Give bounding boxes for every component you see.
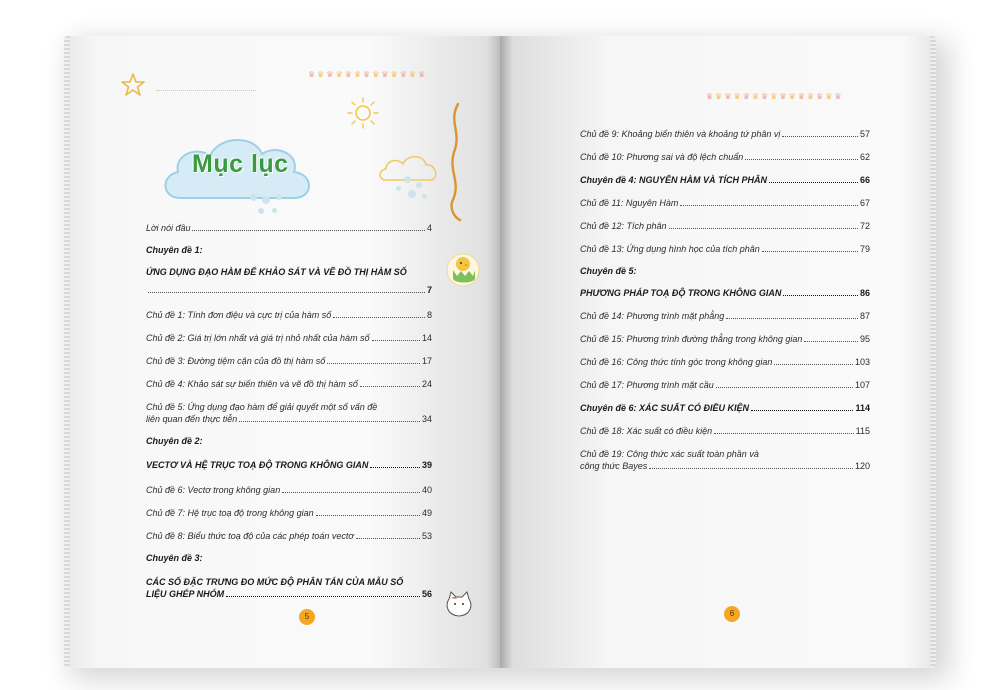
toc-section-entry[interactable]: ỨNG DỤNG ĐẠO HÀM ĐỂ KHẢO SÁT VÀ VẼ ĐỒ THỊ HÀM SỐ 7 <box>146 267 432 295</box>
toc-entry[interactable]: Chủ đề 17: Phương trình mặt cầu 107 <box>580 380 870 390</box>
toc-section-entry[interactable]: CÁC SỐ ĐẶC TRƯNG ĐO MỨC ĐỘ PHÂN TÁN CỦA MẪU SỐ LIỆU GHÉP NHÓM 56 <box>146 577 432 599</box>
toc-entry[interactable]: Chủ đề 7: Hệ trục toạ độ trong không gian 49 <box>146 508 432 518</box>
toc-entry[interactable]: Chủ đề 18: Xác suất có điều kiện 115 <box>580 426 870 436</box>
toc-section-entry[interactable]: VECTƠ VÀ HỆ TRỤC TOẠ ĐỘ TRONG KHÔNG GIAN 39 <box>146 460 432 470</box>
toc-entry[interactable]: Chủ đề 9: Khoảng biến thiên và khoảng tứ phân vị 57 <box>580 129 870 139</box>
left-page <box>64 36 500 668</box>
toc-entry[interactable]: Chủ đề 10: Phương sai và độ lệch chuẩn 62 <box>580 152 870 162</box>
toc-entry[interactable]: Chủ đề 1: Tính đơn điệu và cực trị của hàm số 8 <box>146 310 432 320</box>
toc-entry[interactable]: Chủ đề 12: Tích phân 72 <box>580 221 870 231</box>
squiggle-icon <box>444 102 466 222</box>
toc-entry[interactable]: Chủ đề 3: Đường tiệm cận của đồ thị hàm số 17 <box>146 356 432 366</box>
section-heading: Chuyên đề 5: <box>580 266 637 276</box>
toc-entry[interactable]: Chủ đề 4: Khảo sát sự biến thiên và vẽ đồ thị hàm số 24 <box>146 379 432 389</box>
toc-right <box>580 128 870 472</box>
toc-section-entry[interactable]: PHƯƠNG PHÁP TOẠ ĐỘ TRONG KHÔNG GIAN 86 <box>580 288 870 298</box>
toc-entry[interactable]: Chủ đề 8: Biểu thức toạ độ của các phép toán vectơ 53 <box>146 531 432 541</box>
toc-entry[interactable]: Chủ đề 13: Ứng dụng hình học của tích phân 79 <box>580 244 870 254</box>
toc-entry[interactable]: Chủ đề 15: Phương trình đường thẳng trong không gian 95 <box>580 334 870 344</box>
section-heading: Chuyên đề 2: <box>146 436 203 446</box>
cat-icon <box>441 589 477 619</box>
bunting-decoration: ♛♛♛♛♛♛♛♛♛♛♛♛♛ <box>308 70 428 79</box>
toc-entry[interactable]: Chủ đề 16: Công thức tính góc trong không gian 103 <box>580 357 870 367</box>
toc-section-entry[interactable]: Chuyên đề 4: NGUYÊN HÀM VÀ TÍCH PHÂN 66 <box>580 175 870 185</box>
toc-entry[interactable]: Chủ đề 11: Nguyên Hàm 67 <box>580 198 870 208</box>
squiggle-line <box>156 82 256 91</box>
toc-entry[interactable]: Lời nói đầu 4 <box>146 223 432 233</box>
page-number-badge: 6 <box>724 606 740 622</box>
toc-entry[interactable]: Chủ đề 5: Ứng dụng đạo hàm để giải quyết một số vấn đề liên quan đến thực tiễn 34 <box>146 402 432 424</box>
toc-entry[interactable]: Chủ đề 6: Vectơ trong không gian 40 <box>146 485 432 495</box>
toc-left <box>146 222 432 600</box>
page-title: Mục lục <box>192 150 289 178</box>
toc-entry[interactable]: Chủ đề 19: Công thức xác suất toàn phần và công thức Bayes 120 <box>580 449 870 471</box>
page-edge <box>930 36 936 668</box>
star-icon <box>120 72 146 98</box>
toc-entry[interactable]: Chủ đề 14: Phương trình mặt phẳng 87 <box>580 311 870 321</box>
toc-entry[interactable]: Chủ đề 2: Giá trị lớn nhất và giá trị nhỏ nhất của hàm số 14 <box>146 333 432 343</box>
bunting-decoration: ♛♛♛♛♛♛♛♛♛♛♛♛♛♛♛ <box>706 92 844 101</box>
toc-section-entry[interactable]: Chuyên đề 6: XÁC SUẤT CÓ ĐIỀU KIỆN 114 <box>580 403 870 413</box>
right-page <box>500 36 936 668</box>
sun-icon <box>346 96 380 130</box>
chick-egg-icon <box>445 246 481 290</box>
section-heading: Chuyên đề 3: <box>146 553 203 563</box>
page-number-badge: 5 <box>299 609 315 625</box>
section-heading: Chuyên đề 1: <box>146 245 203 255</box>
page-edge <box>64 36 70 668</box>
